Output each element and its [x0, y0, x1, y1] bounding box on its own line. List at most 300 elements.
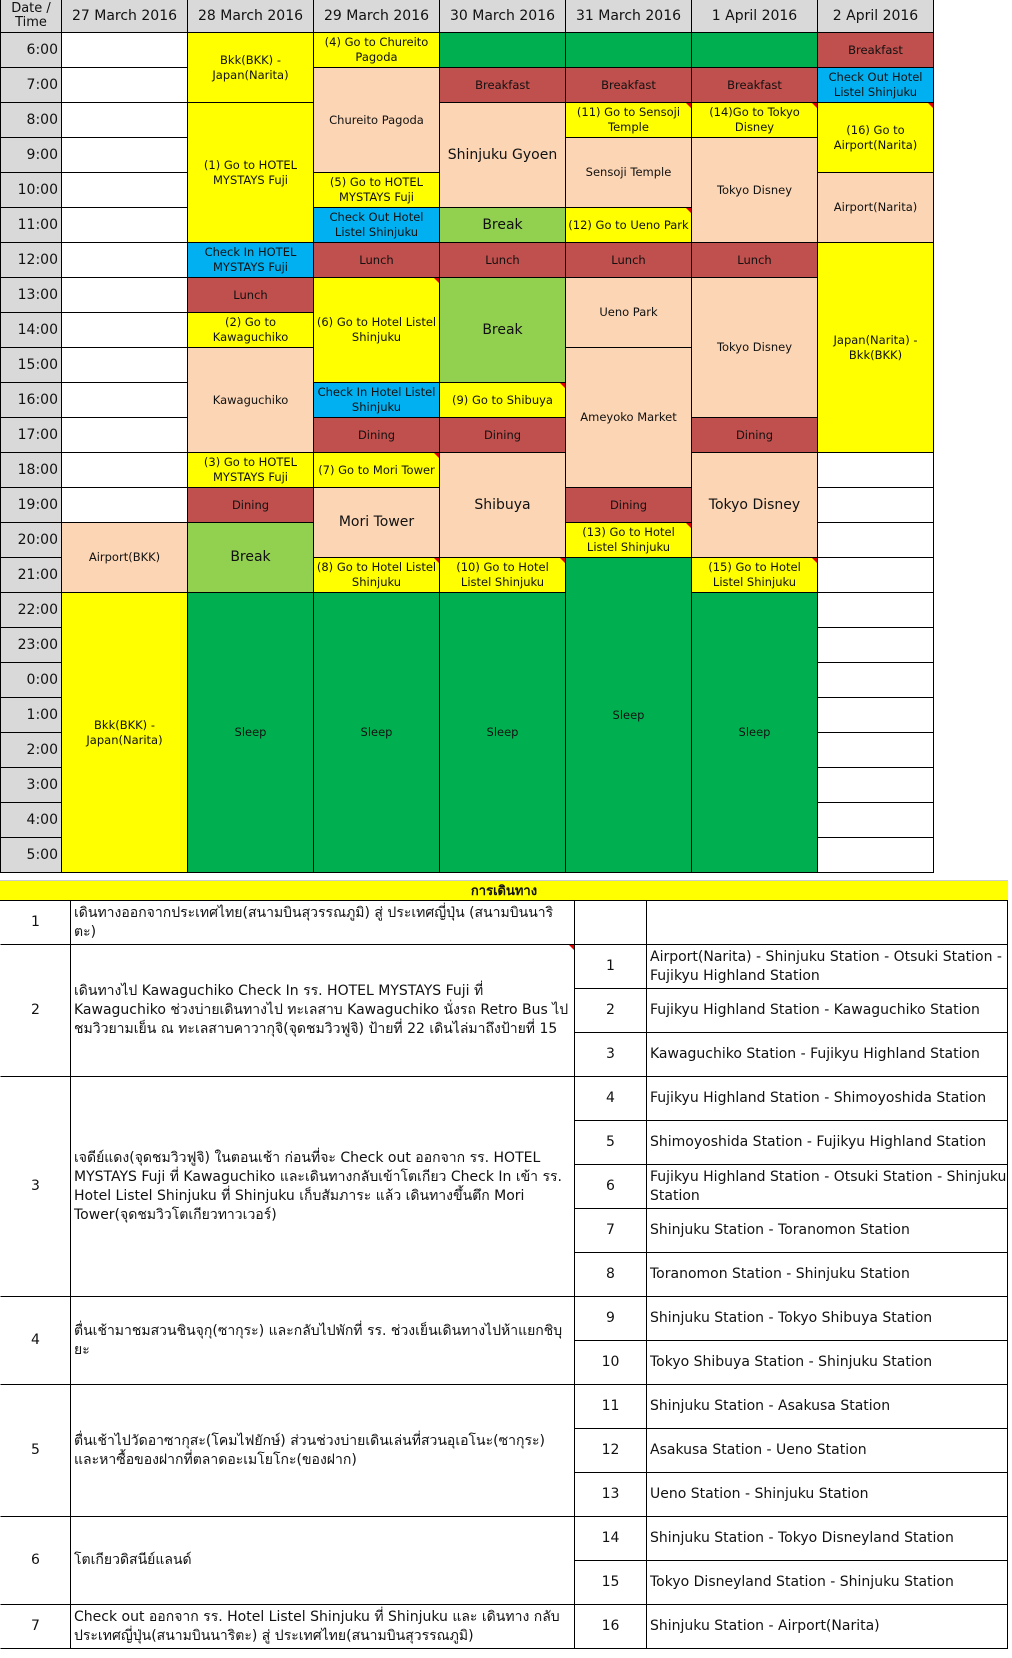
schedule-event-checkin[interactable] — [188, 243, 314, 278]
schedule-event-meal-label: Dining — [609, 497, 648, 512]
schedule-event-empty[interactable] — [62, 173, 188, 208]
travel-table-title: การเดินทาง — [0, 880, 1008, 901]
route-description[interactable] — [647, 1033, 1008, 1077]
schedule-event-sleep[interactable] — [314, 593, 440, 873]
schedule-event-travel-label: Bkk(BKK) - Japan(Narita) — [86, 717, 163, 747]
schedule-event-sleep[interactable] — [692, 593, 818, 873]
schedule-event-travel[interactable] — [314, 173, 440, 208]
time-label — [0, 278, 62, 313]
day-number-text: 1 — [31, 914, 40, 930]
time-label — [0, 768, 62, 803]
schedule-event-empty[interactable] — [818, 803, 934, 838]
day-description-text: โตเกียวดิสนีย์แลนด์ — [74, 1552, 192, 1568]
route-description-text: Ueno Station - Shinjuku Station — [650, 1486, 869, 1502]
day-description-text: ตื่นเช้ามาชมสวนชินจุกุ(ซากุระ) และกลับไปพักที่ รร. ช่วงเย็นเดินทางไปห้าแยกชิบุยะ — [74, 1322, 563, 1358]
route-number — [575, 989, 647, 1033]
schedule-event-travel[interactable] — [692, 558, 818, 593]
route-description[interactable] — [647, 1077, 1008, 1121]
time-label — [0, 593, 62, 628]
route-number-text: 4 — [606, 1090, 615, 1106]
time-label — [0, 103, 62, 138]
date-header — [62, 0, 188, 33]
schedule-event-travel-label: (4) Go to Chureito Pagoda — [324, 35, 429, 64]
day-number — [0, 1385, 71, 1517]
route-description[interactable] — [647, 1605, 1008, 1649]
schedule-event-empty[interactable] — [62, 243, 188, 278]
schedule-event-empty[interactable] — [818, 523, 934, 558]
day-description[interactable] — [71, 1605, 575, 1649]
schedule-event-meal-label: Dining — [357, 427, 396, 442]
schedule-event-activity-label: Ueno Park — [599, 305, 658, 319]
day-number — [0, 1077, 71, 1297]
route-number-text: 5 — [606, 1134, 615, 1150]
schedule-event-sleep[interactable] — [566, 33, 692, 68]
time-label-label: 16:00 — [17, 391, 58, 408]
route-number — [575, 1341, 647, 1385]
schedule-event-activity[interactable] — [188, 348, 314, 453]
schedule-event-activity[interactable] — [62, 523, 188, 593]
route-description[interactable] — [647, 945, 1008, 989]
comment-indicator-icon[interactable] — [433, 453, 439, 459]
date-header — [440, 0, 566, 33]
schedule-event-travel-label: (9) Go to Shibuya — [452, 392, 553, 407]
route-description[interactable] — [647, 1209, 1008, 1253]
date-header — [566, 0, 692, 33]
route-description-text: Fujikyu Highland Station - Otsuki Station - Shinjuku Station — [650, 1168, 1007, 1204]
schedule-event-checkin-label: Check In HOTEL MYSTAYS Fuji — [204, 245, 297, 274]
schedule-event-empty[interactable] — [62, 488, 188, 523]
route-number-text: 1 — [606, 958, 615, 974]
schedule-event-activity-label: Tokyo Disney — [708, 496, 801, 513]
schedule-event-sleep-label: Sleep — [738, 725, 771, 739]
day-description-text: Check out ออกจาก รร. Hotel Listel Shinjuku ที่ Shinjuku และ เดินทาง กลับ ประเทศญี่ปุ่น(สนามบินนาริตะ) สู่ ประเทศไทย(สนามบินสุวรรณภูมิ) — [74, 1608, 560, 1644]
time-label-label: 23:00 — [17, 636, 58, 653]
time-label-label: 6:00 — [26, 41, 58, 58]
date-header — [818, 0, 934, 33]
schedule-event-meal-label: Lunch — [737, 252, 772, 267]
route-number — [575, 1429, 647, 1473]
schedule-event-activity-label: Tokyo Disney — [716, 340, 793, 354]
schedule-event-activity[interactable] — [314, 68, 440, 173]
schedule-event-sleep[interactable] — [440, 33, 566, 68]
schedule-event-travel-label: Japan(Narita) - Bkk(BKK) — [833, 332, 918, 362]
day-description-text: เจดีย์แดง(จุดชมวิวฟูจิ) ในตอนเช้า ก่อนที่จะ Check out ออกจาก รร. HOTEL MYSTAYS Fuji ที่ Kawaguchiko และเดินทางกลับเข้าโตเกียว Check In เข้า รร. Hotel Listel Shinjuku ที่ Shinjuku เก็บสัมภาระ แล้ว เดินทางขึ้นตึก Mori Tower(จุดชมวิวโตเกียวทาวเวอร์) — [74, 1149, 562, 1223]
schedule-event-empty[interactable] — [818, 768, 934, 803]
schedule-event-activity-label: Ameyoko Market — [580, 410, 677, 424]
time-label — [0, 628, 62, 663]
schedule-event-break[interactable] — [440, 208, 566, 243]
route-description-text: Shinjuku Station - Toranomon Station — [650, 1222, 910, 1238]
schedule-event-meal[interactable] — [818, 33, 934, 68]
schedule-event-activity[interactable] — [314, 488, 440, 558]
schedule-event-travel[interactable] — [188, 453, 314, 488]
route-description[interactable] — [647, 1165, 1008, 1209]
time-label-label: 20:00 — [17, 531, 58, 548]
day-number — [0, 1517, 71, 1605]
schedule-event-empty[interactable] — [818, 838, 934, 873]
date-header-label: 29 March 2016 — [323, 7, 430, 24]
schedule-event-empty[interactable] — [818, 453, 934, 488]
schedule-event-empty[interactable] — [62, 453, 188, 488]
day-description-text: เดินทางออกจากประเทศไทย(สนามบินสุวรรณภูมิ) สู่ ประเทศญี่ปุ่น (สนามบินนาริตะ) — [74, 904, 554, 940]
schedule-event-sleep-label: Sleep — [360, 725, 393, 739]
schedule-event-travel[interactable] — [566, 103, 692, 138]
comment-indicator-icon[interactable] — [433, 558, 439, 564]
schedule-event-activity-label: Tokyo Disney — [716, 182, 793, 197]
time-label-label: 4:00 — [26, 811, 58, 828]
route-number — [575, 1121, 647, 1165]
schedule-event-break[interactable] — [188, 523, 314, 593]
route-number — [575, 1605, 647, 1649]
schedule-event-travel[interactable] — [692, 103, 818, 138]
schedule-event-sleep[interactable] — [566, 558, 692, 873]
route-description-text: Fujikyu Highland Station - Kawaguchiko Station — [650, 1002, 980, 1018]
route-number — [575, 901, 647, 945]
schedule-event-sleep[interactable] — [188, 593, 314, 873]
route-number — [575, 1561, 647, 1605]
date-header — [314, 0, 440, 33]
comment-indicator-icon[interactable] — [433, 278, 439, 284]
schedule-event-empty[interactable] — [62, 138, 188, 173]
route-description-text: Tokyo Disneyland Station - Shinjuku Station — [650, 1574, 954, 1590]
schedule-event-meal-label: Lunch — [611, 252, 646, 267]
route-description[interactable] — [647, 1429, 1008, 1473]
time-label — [0, 733, 62, 768]
schedule-event-checkin[interactable] — [314, 383, 440, 418]
schedule-event-travel[interactable] — [314, 33, 440, 68]
schedule-event-break-label: Break — [230, 549, 271, 565]
date-header-label: 28 March 2016 — [197, 7, 304, 24]
schedule-event-meal[interactable] — [188, 488, 314, 523]
route-description[interactable] — [647, 1121, 1008, 1165]
route-number-text: 12 — [601, 1442, 620, 1458]
schedule-event-empty[interactable] — [818, 733, 934, 768]
comment-indicator-icon[interactable] — [559, 558, 565, 564]
schedule-event-travel[interactable] — [62, 593, 188, 873]
schedule-event-activity-label: Airport(BKK) — [88, 550, 161, 564]
schedule-event-sleep-label: Sleep — [234, 725, 267, 739]
route-description-text: Shinjuku Station - Asakusa Station — [650, 1398, 891, 1414]
schedule-event-checkin[interactable] — [314, 208, 440, 243]
time-label-label: 9:00 — [26, 146, 58, 163]
schedule-event-travel-label: (2) Go to Kawaguchiko — [212, 315, 289, 344]
route-description-text: Shinjuku Station - Tokyo Disneyland Station — [650, 1530, 954, 1546]
schedule-event-empty[interactable] — [62, 103, 188, 138]
route-number-text: 3 — [606, 1046, 615, 1062]
route-description-text: Kawaguchiko Station - Fujikyu Highland Station — [650, 1046, 980, 1062]
schedule-event-travel-label: (1) Go to HOTEL MYSTAYS Fuji — [203, 157, 298, 187]
comment-indicator-icon[interactable] — [685, 103, 691, 109]
schedule-event-empty[interactable] — [818, 558, 934, 593]
schedule-event-meal[interactable] — [692, 68, 818, 103]
time-label-label: 12:00 — [17, 251, 58, 268]
schedule-event-meal[interactable] — [566, 68, 692, 103]
schedule-event-checkin-label: Check Out Hotel Listel Shinjuku — [828, 70, 923, 99]
time-label-label: 17:00 — [17, 426, 58, 443]
day-number-text: 2 — [31, 1002, 40, 1018]
comment-indicator-icon[interactable] — [811, 103, 817, 109]
route-description-text: Airport(Narita) - Shinjuku Station - Otsuki Station - Fujikyu Highland Station — [650, 948, 1002, 984]
schedule-event-empty[interactable] — [818, 663, 934, 698]
day-number-text: 3 — [31, 1178, 40, 1194]
schedule-event-empty[interactable] — [62, 383, 188, 418]
schedule-event-activity-label: Airport(Narita) — [833, 200, 918, 214]
schedule-event-empty[interactable] — [62, 418, 188, 453]
schedule-event-meal-label: Dining — [735, 427, 774, 442]
day-description[interactable] — [71, 1517, 575, 1605]
schedule-event-activity-label: Chureito Pagoda — [329, 112, 424, 127]
route-number — [575, 1297, 647, 1341]
route-description-text: Shinjuku Station - Tokyo Shibuya Station — [650, 1310, 933, 1326]
comment-indicator-icon[interactable] — [811, 558, 817, 564]
date-header — [692, 0, 818, 33]
schedule-event-empty[interactable] — [62, 278, 188, 313]
time-label — [0, 663, 62, 698]
schedule-event-travel[interactable] — [314, 278, 440, 383]
time-label-label: 22:00 — [17, 601, 58, 618]
schedule-event-activity-label: Mori Tower — [338, 514, 415, 530]
time-label — [0, 138, 62, 173]
schedule-event-activity[interactable] — [692, 278, 818, 418]
schedule-event-checkin-label: Check Out Hotel Listel Shinjuku — [329, 210, 424, 239]
date-header — [188, 0, 314, 33]
schedule-event-break-label: Break — [482, 321, 523, 338]
schedule-event-travel-label: (3) Go to HOTEL MYSTAYS Fuji — [203, 455, 298, 484]
schedule-event-travel-label: (6) Go to Hotel Listel Shinjuku — [316, 315, 437, 344]
schedule-event-meal[interactable] — [440, 68, 566, 103]
time-label — [0, 243, 62, 278]
time-label-label: 19:00 — [17, 496, 58, 513]
schedule-event-travel-label: (7) Go to Mori Tower — [318, 462, 435, 477]
time-label-label: 7:00 — [26, 76, 58, 93]
time-label — [0, 173, 62, 208]
schedule-event-activity[interactable] — [566, 138, 692, 208]
schedule-event-empty[interactable] — [62, 33, 188, 68]
schedule-event-meal-label: Breakfast — [601, 77, 656, 92]
route-description[interactable] — [647, 1297, 1008, 1341]
schedule-event-activity-label: Shinjuku Gyoen — [447, 146, 558, 163]
schedule-event-travel[interactable] — [188, 33, 314, 103]
route-description[interactable] — [647, 901, 1008, 945]
time-label-label: 21:00 — [17, 566, 58, 583]
time-label — [0, 838, 62, 873]
schedule-event-empty[interactable] — [818, 488, 934, 523]
time-label — [0, 68, 62, 103]
schedule-event-empty[interactable] — [818, 593, 934, 628]
day-number — [0, 945, 71, 1077]
corner-header — [0, 0, 62, 33]
date-header-label: 27 March 2016 — [71, 7, 178, 24]
schedule-event-travel[interactable] — [440, 383, 566, 418]
time-label — [0, 523, 62, 558]
schedule-event-meal[interactable] — [692, 243, 818, 278]
corner-header-label: Date / Time — [11, 1, 51, 30]
schedule-event-empty[interactable] — [62, 313, 188, 348]
time-label-label: 14:00 — [17, 321, 58, 338]
schedule-event-break-label: Break — [482, 216, 523, 233]
schedule-event-meal[interactable] — [314, 418, 440, 453]
route-description[interactable] — [647, 1341, 1008, 1385]
time-label-label: 10:00 — [17, 181, 58, 198]
route-number — [575, 1385, 647, 1429]
time-label — [0, 33, 62, 68]
time-label-label: 15:00 — [17, 356, 58, 373]
schedule-event-activity[interactable] — [440, 453, 566, 558]
route-number — [575, 1077, 647, 1121]
route-number — [575, 1253, 647, 1297]
schedule-event-travel[interactable] — [314, 558, 440, 593]
comment-indicator-icon[interactable] — [559, 383, 565, 389]
schedule-event-activity[interactable] — [566, 348, 692, 488]
date-header-label: 2 April 2016 — [832, 7, 919, 24]
day-description-text: เดินทางไป Kawaguchiko Check In รร. HOTEL MYSTAYS Fuji ที่ Kawaguchiko ช่วงบ่ายเดินทางไป ทะเลสาบ Kawaguchiko นั่งรถ Retro Bus ไปชมวิวยามเย็น ณ ทะเลสาบคาวากุจิ(จุดชมวิวฟูจิ) ป้ายที่ 22 เดินไล่มาถึงป้ายที่ 15 — [74, 983, 569, 1037]
time-label — [0, 348, 62, 383]
route-description-text: Asakusa Station - Ueno Station — [650, 1442, 867, 1458]
schedule-event-meal-label: Dining — [231, 497, 270, 512]
route-number-text: 10 — [601, 1354, 620, 1370]
day-number-text: 7 — [31, 1618, 40, 1634]
schedule-event-activity-label: Sensoji Temple — [585, 165, 672, 179]
day-number — [0, 1605, 71, 1649]
schedule-event-break[interactable] — [440, 278, 566, 383]
schedule-event-meal[interactable] — [566, 243, 692, 278]
route-description[interactable] — [647, 989, 1008, 1033]
time-label — [0, 383, 62, 418]
schedule-event-travel[interactable] — [188, 313, 314, 348]
schedule-event-activity-label: Kawaguchiko — [212, 392, 289, 407]
schedule-event-travel-label: (11) Go to Sensoji Temple — [576, 105, 681, 134]
time-label-label: 18:00 — [17, 461, 58, 478]
schedule-event-activity[interactable] — [692, 453, 818, 558]
route-number-text: 14 — [601, 1530, 620, 1546]
schedule-event-meal-label: Breakfast — [727, 77, 782, 92]
route-description[interactable] — [647, 1561, 1008, 1605]
schedule-event-travel-label: (16) Go to Airport(Narita) — [833, 122, 918, 152]
route-number-text: 7 — [606, 1222, 615, 1238]
schedule-event-travel[interactable] — [818, 103, 934, 173]
schedule-event-travel-label: (14)Go to Tokyo Disney — [709, 105, 800, 134]
schedule-event-empty[interactable] — [818, 698, 934, 733]
time-label — [0, 698, 62, 733]
route-number — [575, 1033, 647, 1077]
day-description[interactable] — [71, 1077, 575, 1297]
schedule-event-meal-label: Lunch — [233, 287, 268, 302]
schedule-event-travel-label: Bkk(BKK) - Japan(Narita) — [212, 52, 289, 82]
day-number — [0, 901, 71, 945]
schedule-event-meal-label: Dining — [483, 427, 522, 442]
schedule-event-travel-label: (8) Go to Hotel Listel Shinjuku — [316, 560, 437, 589]
schedule-grid — [0, 0, 934, 874]
schedule-event-meal[interactable] — [692, 418, 818, 453]
schedule-event-meal[interactable] — [188, 278, 314, 313]
time-label — [0, 558, 62, 593]
schedule-event-travel[interactable] — [566, 208, 692, 243]
time-label-label: 13:00 — [17, 286, 58, 303]
route-description-text: Toranomon Station - Shinjuku Station — [650, 1266, 910, 1282]
schedule-event-travel[interactable] — [818, 243, 934, 453]
day-number — [0, 1297, 71, 1385]
schedule-event-meal[interactable] — [440, 418, 566, 453]
time-label — [0, 313, 62, 348]
day-description[interactable] — [71, 945, 575, 1077]
schedule-event-activity[interactable] — [566, 278, 692, 348]
schedule-event-sleep[interactable] — [440, 593, 566, 873]
time-label-label: 1:00 — [26, 706, 58, 723]
day-description[interactable] — [71, 1385, 575, 1517]
schedule-event-activity-label: Shibuya — [474, 496, 531, 513]
schedule-event-travel[interactable] — [188, 103, 314, 243]
day-number-text: 5 — [31, 1442, 40, 1458]
route-description[interactable] — [647, 1517, 1008, 1561]
route-number-text: 6 — [606, 1178, 615, 1194]
route-number-text: 16 — [601, 1618, 620, 1634]
time-label — [0, 208, 62, 243]
schedule-event-travel-label: (5) Go to HOTEL MYSTAYS Fuji — [329, 175, 424, 204]
schedule-event-travel[interactable] — [566, 523, 692, 558]
route-description[interactable] — [647, 1473, 1008, 1517]
schedule-event-meal[interactable] — [566, 488, 692, 523]
schedule-event-empty[interactable] — [62, 208, 188, 243]
time-label — [0, 488, 62, 523]
route-number — [575, 945, 647, 989]
comment-indicator-icon[interactable] — [685, 208, 691, 214]
route-description-text: Shimoyoshida Station - Fujikyu Highland Station — [650, 1134, 987, 1150]
schedule-event-activity[interactable] — [692, 138, 818, 243]
time-label-label: 5:00 — [26, 846, 58, 863]
route-number-text: 15 — [601, 1574, 620, 1590]
day-description[interactable] — [71, 1297, 575, 1385]
route-number-text: 13 — [601, 1486, 620, 1502]
route-number — [575, 1517, 647, 1561]
schedule-event-sleep-label: Sleep — [612, 707, 645, 722]
route-number-text: 8 — [606, 1266, 615, 1282]
route-number — [575, 1209, 647, 1253]
day-number-text: 4 — [31, 1332, 40, 1348]
schedule-event-activity[interactable] — [818, 173, 934, 243]
route-number — [575, 1473, 647, 1517]
schedule-event-empty[interactable] — [62, 348, 188, 383]
route-description-text: Fujikyu Highland Station - Shimoyoshida Station — [650, 1090, 987, 1106]
schedule-event-sleep[interactable] — [692, 33, 818, 68]
schedule-event-meal-label: Lunch — [359, 252, 394, 267]
route-description[interactable] — [647, 1385, 1008, 1429]
date-header-label: 1 April 2016 — [711, 7, 798, 24]
schedule-event-empty[interactable] — [818, 628, 934, 663]
time-label-label: 3:00 — [26, 776, 58, 793]
day-number-text: 6 — [31, 1552, 40, 1568]
route-description[interactable] — [647, 1253, 1008, 1297]
time-label-label: 2:00 — [26, 741, 58, 758]
comment-indicator-icon[interactable] — [685, 523, 691, 529]
schedule-event-checkin-label: Check In Hotel Listel Shinjuku — [317, 385, 436, 414]
schedule-event-activity[interactable] — [440, 103, 566, 208]
comment-indicator-icon[interactable] — [927, 103, 933, 109]
comment-indicator-icon[interactable] — [569, 945, 574, 950]
schedule-event-travel-label: (10) Go to Hotel Listel Shinjuku — [456, 560, 549, 589]
schedule-event-travel[interactable] — [440, 558, 566, 593]
schedule-event-travel[interactable] — [314, 453, 440, 488]
schedule-event-meal[interactable] — [314, 243, 440, 278]
day-description[interactable] — [71, 901, 575, 945]
schedule-event-checkin[interactable] — [818, 68, 934, 103]
time-label-label: 8:00 — [26, 111, 58, 128]
day-description-text: ตื่นเช้าไปวัดอาซากุสะ(โคมไฟยักษ์) ส่วนช่วงบ่ายเดินเล่นที่สวนอุเอโนะ(ซากุระ) และหาซื้อของฝากที่ตลาดอะเมโยโกะ(ของฝาก) — [74, 1432, 545, 1468]
date-header-label: 30 March 2016 — [449, 7, 556, 24]
schedule-event-empty[interactable] — [62, 68, 188, 103]
schedule-event-meal[interactable] — [440, 243, 566, 278]
time-label-label: 0:00 — [26, 671, 58, 688]
time-label-label: 11:00 — [17, 216, 58, 233]
